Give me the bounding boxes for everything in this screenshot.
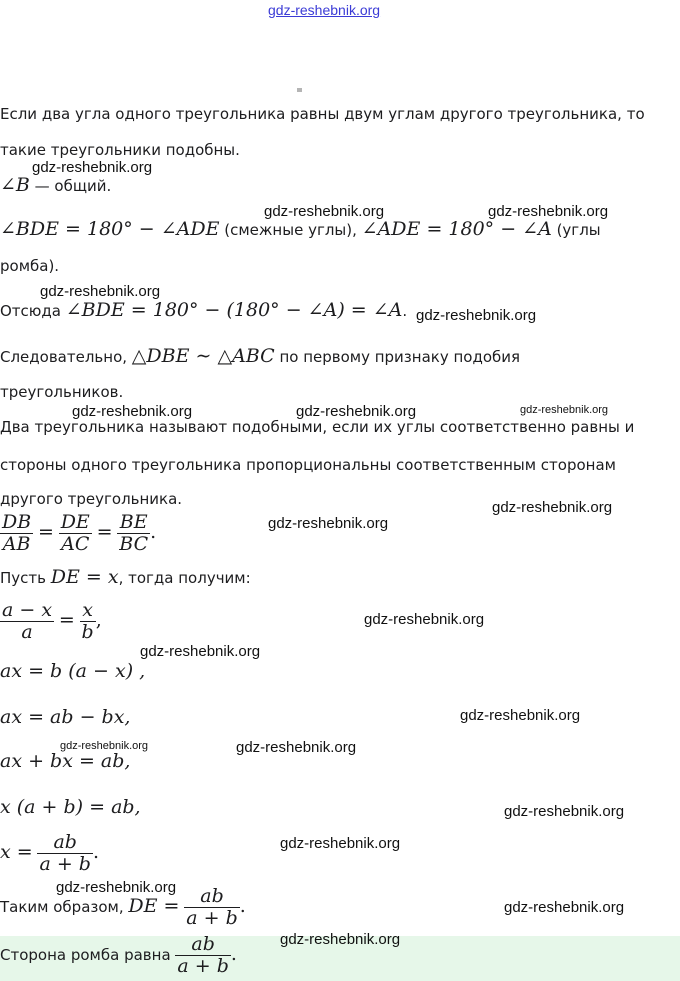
watermark: gdz-reshebnik.org xyxy=(296,403,417,420)
first-criterion-text: по первому признаку подобия xyxy=(274,348,521,366)
triangles-text: треугольников. xyxy=(0,383,124,401)
rule-line-2: такие треугольники подобны. xyxy=(0,141,240,159)
watermark: gdz-reshebnik.org xyxy=(72,403,193,420)
similarity-line xyxy=(0,345,520,367)
watermark: gdz-reshebnik.org xyxy=(40,283,161,300)
common-angle-line xyxy=(0,174,111,196)
watermark: gdz-reshebnik.org xyxy=(520,404,609,416)
watermark: gdz-reshebnik.org xyxy=(140,643,261,660)
therefore-text: Следовательно, xyxy=(0,348,132,366)
fraction-ab-over-a-plus-b: $\frac{ab}{a + b}$ xyxy=(186,885,238,929)
fraction-ab-over-a-plus-b: $\frac{ab}{a + b}$ xyxy=(39,831,91,875)
hence-text: Отсюда xyxy=(0,302,66,320)
let-line xyxy=(0,566,251,588)
watermark: gdz-reshebnik.org xyxy=(264,203,385,220)
watermark: gdz-reshebnik.org xyxy=(504,899,625,916)
let-text: Пусть xyxy=(0,569,51,587)
fraction-be-bc: $\frac{BE}{BC}$ xyxy=(119,511,149,555)
thus-text: Таким образом, xyxy=(0,898,129,916)
equation-1: $\frac{a - x}{a}$ = $\frac{x}{b}$ , xyxy=(2,599,102,643)
definition-line-1: Два треугольника называют подобными, если их углы соответственно равны и xyxy=(0,418,635,436)
watermark: gdz-reshebnik.org xyxy=(364,611,485,628)
rhombus-angles-text: (углы xyxy=(551,221,601,239)
answer-line: Сторона ромба равна $\frac{ab}{a + b}$ . xyxy=(0,933,237,977)
fraction-x-over-b: $\frac{x}{b}$ xyxy=(81,599,94,643)
equation-4: ax + bx = ab, xyxy=(0,750,131,772)
fraction-ab-over-a-plus-b: $\frac{ab}{a + b}$ xyxy=(177,933,229,977)
rhombus-text: ромба). xyxy=(0,257,60,275)
watermark: gdz-reshebnik.org xyxy=(280,835,401,852)
definition-line-3: другого треугольника. xyxy=(0,490,183,508)
watermark: gdz-reshebnik.org xyxy=(460,707,581,724)
watermark: gdz-reshebnik.org xyxy=(56,879,177,896)
watermark: gdz-reshebnik.org xyxy=(280,931,401,948)
watermark: gdz-reshebnik.org xyxy=(488,203,609,220)
watermark: gdz-reshebnik.org xyxy=(268,515,389,532)
math-hence: ∠BDE = 180° − (180° − ∠A) = ∠A xyxy=(65,299,403,321)
equation-3: ax = ab − bx, xyxy=(0,706,131,728)
watermark: gdz-reshebnik.org xyxy=(236,739,357,756)
equation-6: x = $\frac{ab}{a + b}$ . xyxy=(0,831,100,875)
rule-line-1: Если два угла одного треугольника равны двум углам другого треугольника, то xyxy=(0,105,645,123)
definition-line-2: стороны одного треугольника пропорциональны соответственным сторонам xyxy=(0,456,616,474)
math-similarity: △DBE ∼ △ABC xyxy=(131,345,275,367)
answer-text: Сторона ромба равна xyxy=(0,946,176,964)
decorative-dot xyxy=(297,88,302,92)
then-text: , тогда получим: xyxy=(118,569,251,587)
angle-relations-line xyxy=(0,218,601,240)
math-angle-b: ∠B xyxy=(0,174,30,196)
math-de-x: DE = x xyxy=(50,566,119,588)
fraction-db-ab: $\frac{DB}{AB}$ xyxy=(2,511,32,555)
watermark-top-link[interactable]: gdz-reshebnik.org xyxy=(268,2,381,18)
common-angle-text: — общий. xyxy=(29,177,112,195)
equation-5: x (a + b) = ab, xyxy=(0,796,141,818)
equation-2: ax = b (a − x) , xyxy=(0,660,146,682)
watermark: gdz-reshebnik.org xyxy=(60,740,149,752)
math-bde-equation: ∠BDE = 180° − ∠ADE xyxy=(0,218,220,240)
fraction-de-ac: $\frac{DE}{AC}$ xyxy=(60,511,90,555)
watermark: gdz-reshebnik.org xyxy=(32,159,153,176)
watermark: gdz-reshebnik.org xyxy=(416,307,537,324)
thus-line: Таким образом, DE = $\frac{ab}{a + b}$ . xyxy=(0,885,246,929)
watermark: gdz-reshebnik.org xyxy=(504,803,625,820)
math-ade-equation: ∠ADE = 180° − ∠A xyxy=(361,218,552,240)
adjacent-angles-text: (смежные углы), xyxy=(219,221,362,239)
hence-line xyxy=(0,299,407,321)
proportion-equation: $\frac{DB}{AB}$ = $\frac{DE}{AC}$ = $\frac{BE}{BC}$ . xyxy=(2,511,157,555)
hence-end: . xyxy=(402,302,408,320)
watermark: gdz-reshebnik.org xyxy=(492,499,613,516)
fraction-a-minus-x-over-a: $\frac{a - x}{a}$ xyxy=(2,599,53,643)
